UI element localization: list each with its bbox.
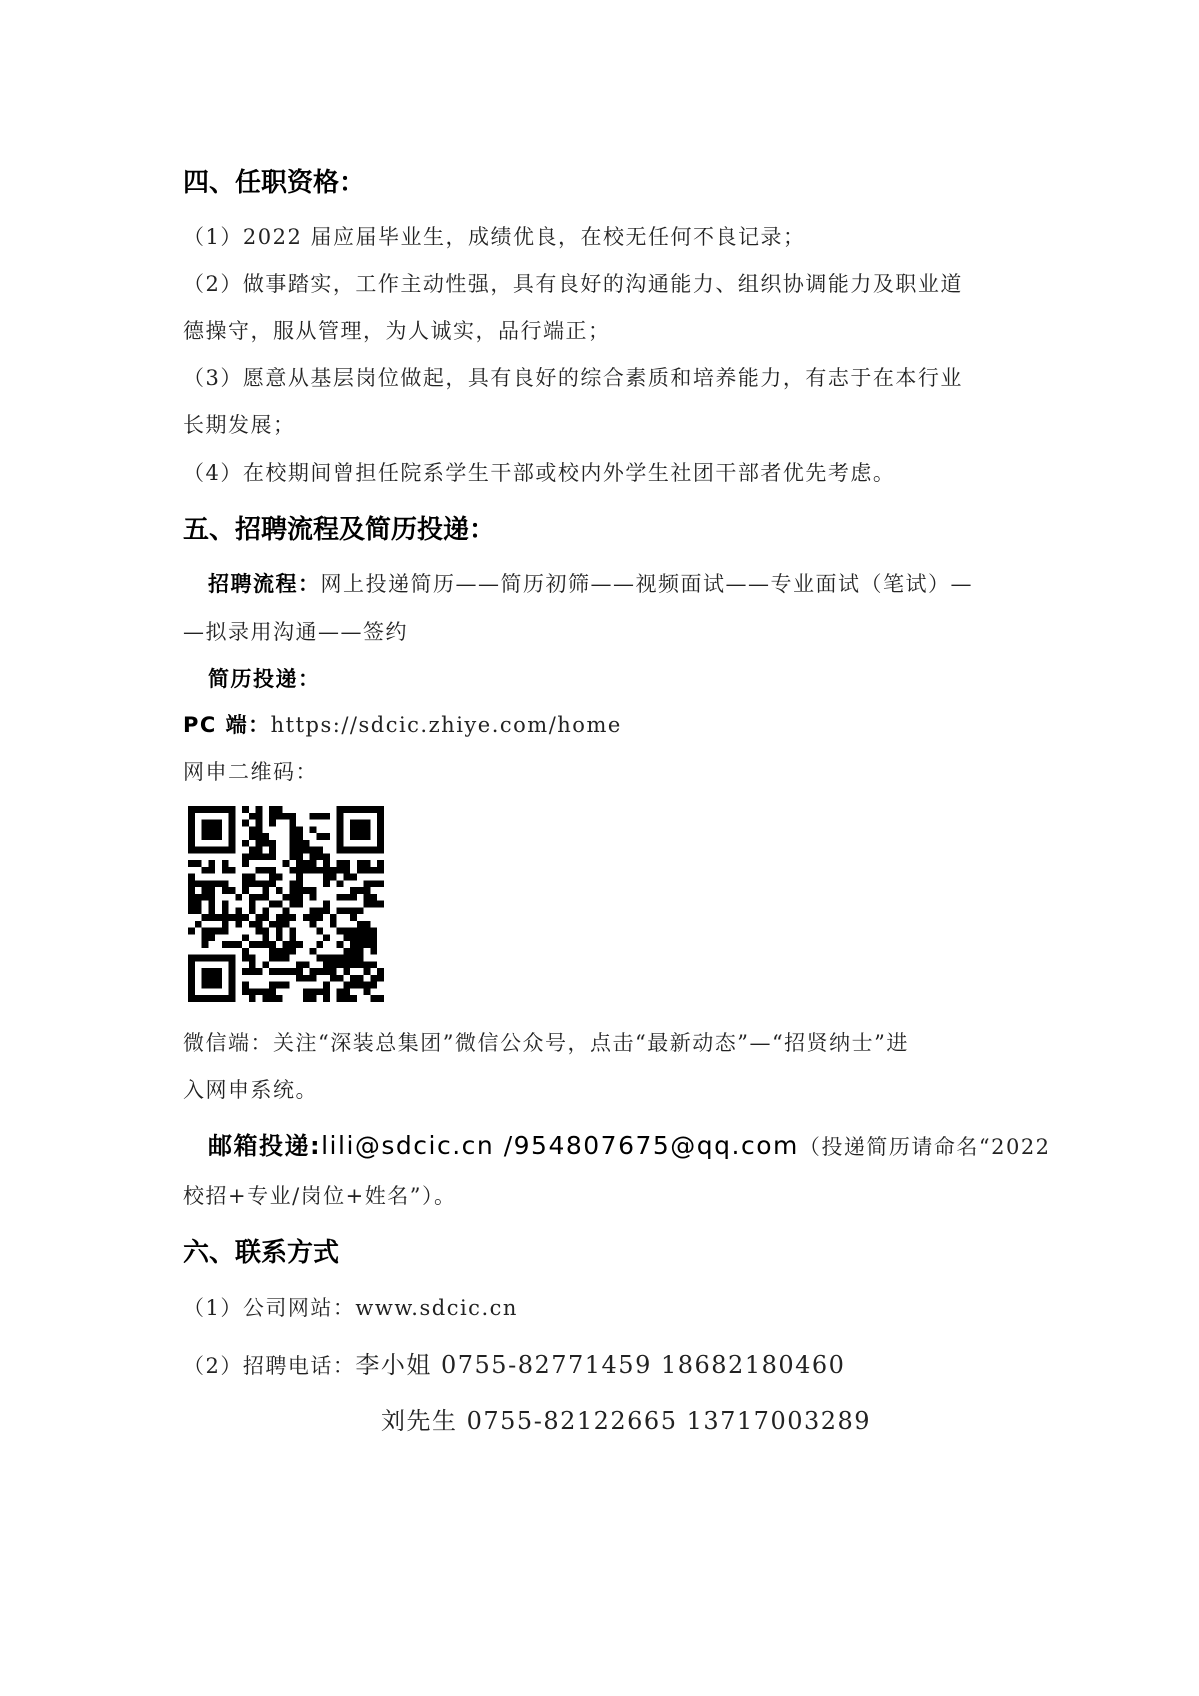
phone-line xyxy=(183,1345,845,1380)
pc-url-link[interactable]: https://sdcic.zhiye.com/home xyxy=(270,713,622,737)
qualification-item-3: （3）愿意从基层岗位做起，具有良好的综合素质和培养能力，有志于在本行业 xyxy=(183,366,963,390)
qualification-item-2: （2）做事踏实，工作主动性强，具有良好的沟通能力、组织协调能力及职业道 xyxy=(183,272,963,296)
email-label: 邮箱投递: xyxy=(208,1132,322,1160)
wechat-line-cont: 入网申系统。 xyxy=(183,1078,318,1102)
section-6-title: 六、联系方式 xyxy=(183,1238,340,1268)
qualification-item-3-cont: 长期发展； xyxy=(183,413,296,437)
process-line xyxy=(208,568,973,598)
qr-label: 网申二维码： xyxy=(183,760,318,784)
contact-li: 李小姐 0755-82771459 18682180460 xyxy=(355,1351,846,1379)
section-4-title: 四、任职资格： xyxy=(183,168,366,198)
website-line xyxy=(183,1292,518,1322)
qr-code-image xyxy=(188,806,384,1002)
wechat-line: 微信端：关注“深装总集团”微信公众号，点击“最新动态”—“招贤纳士”进 xyxy=(183,1031,909,1055)
process-text: 网上投递简历——简历初筛——视频面试——专业面试（笔试）— xyxy=(320,572,973,596)
email-note-cont: 校招+专业/岗位+姓名”）。 xyxy=(183,1184,457,1208)
pc-label: PC 端： xyxy=(183,713,271,737)
qualification-item-2-cont: 德操守，服从管理，为人诚实，品行端正； xyxy=(183,319,611,343)
pc-line xyxy=(183,709,622,739)
process-label: 招聘流程： xyxy=(208,572,321,596)
process-line-cont: —拟录用沟通——签约 xyxy=(183,620,408,644)
website-label: （1）公司网站： xyxy=(183,1296,356,1320)
website-link[interactable]: www.sdcic.cn xyxy=(355,1296,518,1320)
email-note: （投递简历请命名“2022 xyxy=(798,1135,1051,1159)
section-5-title: 五、招聘流程及简历投递： xyxy=(183,515,496,545)
email-line xyxy=(208,1126,1051,1161)
qualification-item-1: （1）2022 届应届毕业生，成绩优良，在校无任何不良记录； xyxy=(183,225,806,249)
phone-label: （2）招聘电话： xyxy=(183,1354,356,1378)
qualification-item-4: （4）在校期间曾担任院系学生干部或校内外学生社团干部者优先考虑。 xyxy=(183,461,896,485)
resume-label: 简历投递： xyxy=(208,667,321,691)
email-addresses-link[interactable]: lili@sdcic.cn /954807675@qq.com xyxy=(321,1131,799,1160)
contact-liu: 刘先生 0755-82122665 13717003289 xyxy=(381,1407,872,1435)
